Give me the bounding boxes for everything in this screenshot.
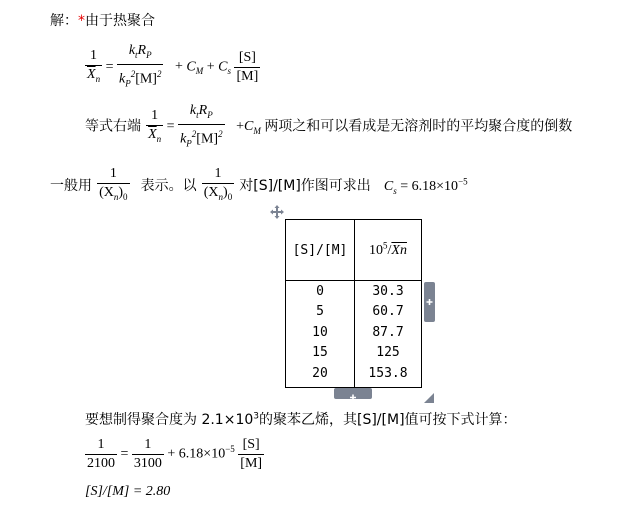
- table-header-row: [286, 220, 422, 281]
- eq1-num-k: k: [128, 43, 136, 58]
- ceq-f1-num: 1: [97, 437, 105, 452]
- ceq-f1: [85, 436, 117, 473]
- table-cell: 87.7: [372, 324, 404, 340]
- heading-text: 由于热聚合: [85, 13, 155, 29]
- line2-prefix: 等式右端: [85, 118, 141, 135]
- result-line: [S]/[M] = 2.80: [85, 484, 171, 499]
- conclusion-after: 的聚苯乙烯，其[S]/[M]值可按下式计算：: [259, 412, 517, 428]
- line-3: [50, 165, 468, 206]
- table-cell: 20: [312, 365, 328, 381]
- cs-result-lhs: C: [383, 178, 394, 194]
- line2-num-r-sub: P: [207, 109, 213, 120]
- eq1-lhs-num: 1: [90, 47, 98, 63]
- line3-fraction-2: [202, 165, 234, 206]
- line2-cm: C: [243, 119, 254, 135]
- table-cell: 5: [316, 304, 324, 320]
- eq1-s-fraction: [234, 49, 260, 86]
- eq1-cm-sub: M: [195, 66, 204, 77]
- conclusion-equation: [85, 436, 264, 473]
- line3-f1-den: (X: [99, 185, 114, 200]
- eq1-cs: C: [218, 59, 228, 75]
- eq1-den-k: k: [118, 71, 126, 87]
- line3-fraction-1: [97, 165, 129, 206]
- eq1-plus-1: +: [174, 59, 183, 75]
- header-xn-exp: 5: [383, 240, 388, 251]
- table-cell: 30.3: [372, 284, 404, 299]
- resize-handle-icon[interactable]: [424, 388, 434, 407]
- line2-formula: $\frac{1}{\overline{X}_n}$ = $\frac{k_tR_P}{k_P^2[M]^2}$ $+C_M$: [148, 103, 261, 149]
- ceq-f2-num: 1: [144, 437, 152, 452]
- ceq-f2-den: 3100: [133, 456, 162, 471]
- eq1-lhs-fraction: [85, 47, 102, 88]
- line2-num-k-sub: t: [196, 109, 199, 120]
- line3-f2-num: 1: [214, 166, 222, 181]
- line2-den-m: [M]: [196, 131, 219, 147]
- line3-prefix: 一般用: [50, 177, 92, 194]
- ratio-column[interactable]: [286, 281, 355, 388]
- table-cell: 15: [312, 345, 328, 361]
- table-cell: 60.7: [372, 304, 404, 320]
- line2-suffix: 两项之和可以看成是无溶剂时的平均聚合度的倒数: [264, 118, 573, 135]
- eq1-den-k-sub: P: [125, 78, 131, 89]
- eq1-lhs-den: $\overline{X}$: [87, 66, 96, 82]
- cs-result-rhs: = 6.18×10: [400, 178, 459, 194]
- line3-f2-den: (X: [203, 185, 219, 200]
- xn-column[interactable]: [355, 281, 422, 388]
- add-row-icon[interactable]: [334, 388, 372, 399]
- solution-heading: 解：: [50, 13, 78, 29]
- line3-f2-sub0: 0: [227, 191, 233, 202]
- line3-f1-num: 1: [109, 166, 117, 181]
- line3-f1-close: ): [118, 185, 124, 200]
- line3-mid: 表示。以: [140, 177, 197, 194]
- equation-1: $\frac{1}{\overline{X}_n}$ = $\frac{k_tR_P}{k_P^2[M]^2}$ + $C_M + C_s$ $\frac{[S]}{[M]}$: [85, 42, 260, 92]
- line3-f1-sub: n: [113, 191, 119, 202]
- ceq-f3-den: [M]: [240, 456, 263, 471]
- conclusion-exp: 3: [253, 411, 259, 422]
- table-cell: 153.8: [368, 365, 408, 381]
- eq1-num-r: R: [137, 43, 147, 58]
- cs-result: [383, 176, 468, 196]
- ceq-plus: + 6.18×10: [167, 446, 226, 462]
- line2-num-k: k: [189, 103, 197, 118]
- line2-den-sup: 2: [191, 128, 197, 139]
- line3-f1-sub0: 0: [123, 191, 128, 202]
- header-xn-base: 10: [369, 243, 384, 259]
- table-cell: 10: [312, 324, 328, 340]
- line2-cm-sub: M: [253, 126, 261, 137]
- conclusion-before: 要想制得聚合度为 2.1×10: [85, 412, 254, 428]
- ceq-equals: =: [120, 446, 129, 462]
- solution-heading-line: [50, 10, 155, 30]
- eq1-s-num: [S]: [238, 49, 256, 65]
- asterisk-marker: *: [78, 13, 85, 29]
- line2-num-r: R: [198, 103, 208, 118]
- move-handle-icon[interactable]: [270, 204, 284, 223]
- table-body-row: [286, 281, 422, 388]
- conclusion-line: [85, 409, 517, 429]
- data-table[interactable]: [285, 219, 422, 388]
- line2-den-k: k: [180, 131, 187, 147]
- header-xn-slash: /: [387, 243, 392, 259]
- line3-f2-close: ): [223, 185, 228, 200]
- line2-lhs-den-sub: n: [156, 133, 162, 144]
- cs-result-sub: s: [393, 185, 397, 196]
- ceq-f2: [132, 436, 164, 473]
- eq1-plus-2: +: [206, 59, 215, 75]
- line2-den-k-sub: P: [186, 138, 192, 149]
- eq1-den-sup: 2: [130, 68, 136, 79]
- header-cell-ratio[interactable]: [S]/[M]: [286, 220, 355, 281]
- line3-f2-sub: n: [218, 191, 224, 202]
- ceq-f1-den: 2100: [87, 456, 115, 471]
- ceq-f3-num: [S]: [242, 437, 260, 452]
- eq1-num-r-sub: P: [146, 49, 152, 60]
- line2-den-m-sup: 2: [218, 128, 223, 139]
- eq1-num-k-sub: t: [135, 49, 138, 60]
- eq1-lhs-den-sub: n: [95, 73, 101, 84]
- line-2: [85, 102, 572, 152]
- eq1-cm: C: [186, 59, 196, 75]
- eq1-s-den: [M]: [236, 68, 259, 84]
- line3-after: 对[S]/[M]作图可求出: [239, 177, 371, 194]
- table-cell: 0: [316, 284, 324, 299]
- line2-plus: +: [236, 119, 244, 135]
- ceq-f3: [238, 436, 264, 473]
- ceq-exp: −5: [225, 444, 235, 455]
- eq1-den-m-sup: 2: [156, 68, 162, 79]
- header-cell-xn[interactable]: [355, 220, 422, 281]
- cs-result-exp: −5: [458, 176, 468, 187]
- line2-lhs-den: $\overline{X}$: [148, 126, 157, 142]
- table-cell: 125: [376, 345, 400, 361]
- line2-lhs-num: 1: [151, 107, 159, 123]
- header-xn-var: $\overline{Xn}$: [391, 243, 407, 259]
- eq1-den-m: [M]: [135, 71, 157, 87]
- eq1-rhs-fraction: [117, 42, 164, 92]
- add-column-icon[interactable]: [424, 282, 435, 322]
- eq1-cs-sub: s: [227, 66, 231, 77]
